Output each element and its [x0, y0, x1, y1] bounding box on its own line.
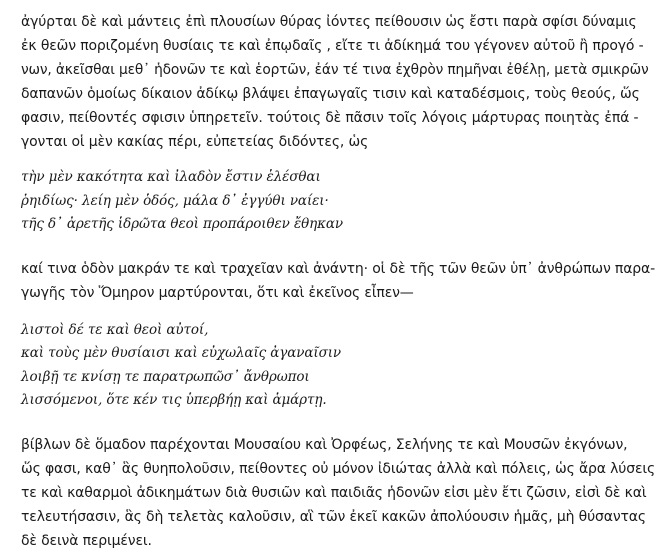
text-line: τε καὶ καθαρμοὶ ἀδικημάτων διὰ θυσιῶν καὶ παιδιᾶς ἡδονῶν εἰσι μὲν ἔτι ζῶσιν, εἰσὶ δὲ καὶ: [21, 484, 647, 501]
text-line: γονται οἱ μὲν κακίας πέρι, εὐπετείας διδόντες, ὡς: [21, 134, 369, 150]
text-line: δαπανῶν ὁμοίως δίκαιον ἀδίκῳ βλάψει ἐπαγωγαῖς τισιν καὶ καταδέσμοις, τοὺς θεούς, ὥς: [21, 86, 640, 102]
text-line: δὲ δεινὰ περιμένει.: [21, 532, 152, 549]
verse-line: λοιβῇ τε κνίσῃ τε παρατρωπῶσ᾽ ἄνθρωποι: [21, 368, 310, 385]
verse-line: ῥηιδίως· λείη μὲν ὁδός, μάλα δ᾽ ἐγγύθι ναίει·: [21, 192, 329, 209]
prose-paragraph-2: [21, 257, 654, 305]
verse-line: τῆς δ᾽ ἀρετῆς ἱδρῶτα θεοὶ προπάροιθεν ἔθηκαν: [21, 216, 343, 232]
text-line: ἀγύρται δὲ καὶ μάντεις ἐπὶ πλουσίων θύρας ἰόντες πείθουσιν ὡς ἔστι παρὰ σφίσι δύναμις: [21, 14, 637, 30]
text-line: τελευτήσασιν, ἃς δὴ τελετὰς καλοῦσιν, αἳ τῶν ἐκεῖ κακῶν ἀπολύουσιν ἡμᾶς, μὴ θύσαντας: [21, 508, 646, 525]
text-line: φασιν, πείθοντές σφισιν ὑπηρετεῖν. τούτοις δὲ πᾶσιν τοῖς λόγοις μάρτυρας ποιητὰς ἐπά -: [21, 110, 639, 126]
text-line: καί τινα ὁδὸν μακράν τε καὶ τραχεῖαν καὶ ἀνάντη· οἱ δὲ τῆς τῶν θεῶν ὑπ᾽ ἀνθρώπων παρα-: [21, 260, 655, 277]
verse-line: καὶ τοὺς μὲν θυσίαισι καὶ εὐχωλαῖς ἀγαναῖσιν: [21, 345, 342, 361]
prose-paragraph-3: [21, 433, 654, 553]
text-line: ὥς φασι, καθ᾽ ἃς θυηπολοῦσιν, πείθοντες οὐ μόνον ἰδιώτας ἀλλὰ καὶ πόλεις, ὡς ἄρα λύσεις: [21, 460, 656, 477]
text-line: βίβλων δὲ ὅμαδον παρέχονται Μουσαίου καὶ Ὀρφέως, Σελήνης τε καὶ Μουσῶν ἐκγόνων,: [21, 436, 628, 453]
prose-paragraph-1: [21, 10, 654, 154]
verse-line: λισσόμενοι, ὅτε κέν τις ὑπερβήῃ καὶ ἁμάρτῃ.: [21, 392, 327, 408]
text-line: νων, ἀκεῖσθαι μεθ᾽ ἡδονῶν τε καὶ ἑορτῶν, ἐάν τέ τινα ἐχθρὸν πημῆναι ἐθέλῃ, μετὰ σμικρῶν: [21, 62, 649, 78]
verse-line: λιστοὶ δέ τε καὶ θεοὶ αὐτοί,: [21, 321, 209, 338]
verse-quote-2: [21, 319, 654, 413]
verse-line: τὴν μὲν κακότητα καὶ ἰλαδὸν ἔστιν ἑλέσθαι: [21, 169, 321, 185]
text-line: ἐκ θεῶν ποριζομένη θυσίαις τε καὶ ἐπῳδαῖς , εἴτε τι ἀδίκημά του γέγονεν αὐτοῦ ἢ προγό -: [21, 38, 644, 54]
verse-quote-1: [21, 166, 654, 237]
text-line: γωγῆς τὸν Ὅμηρον μαρτύρονται, ὅτι καὶ ἐκεῖνος εἶπεν—: [21, 284, 414, 301]
